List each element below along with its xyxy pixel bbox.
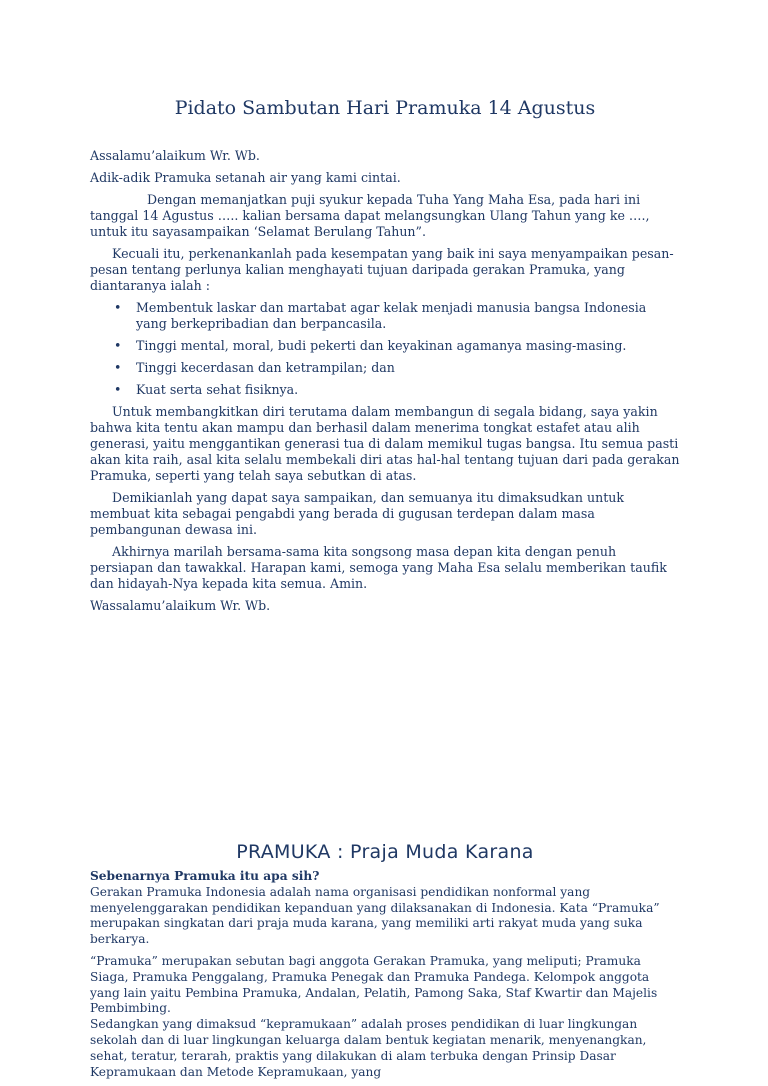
speech-paragraph-5: Akhirnya marilah bersama-sama kita songsong masa depan kita dengan penuh persiapan dan tawakkal. Harapan kami, semoga yang Maha Esa selalu memberikan taufik dan hidayah-Nya kepada kita semua. Amin. [90, 544, 667, 591]
list-item [90, 300, 680, 332]
list-item [90, 360, 680, 376]
article-question: Sebenarnya Pramuka itu apa sih? [90, 869, 320, 883]
speech-paragraph-1: Dengan memanjatkan puji syukur kepada Tuha Yang Maha Esa, pada hari ini tanggal 14 Agustus ….. kalian bersama dapat melangsungkan Ulang Tahun yang ke …., untuk itu sayasampaikan ‘Selamat Berulang Tahun”. [90, 192, 650, 239]
article-section [90, 838, 680, 1086]
speech-paragraph-4: Demikianlah yang dapat saya sampaikan, dan semuanya itu dimaksudkan untuk membuat kita sebagai pengabdi yang berada di gugusan terdepan dalam masa pembangunan dewasa ini. [90, 490, 625, 537]
speech-title: Pidato Sambutan Hari Pramuka 14 Agustus [174, 97, 596, 119]
list-item [90, 382, 680, 398]
bullet-icon: • [114, 300, 122, 315]
speech-greeting: Assalamu’alaikum Wr. Wb. [90, 148, 260, 163]
bullet-icon: • [114, 360, 122, 375]
list-item-text: Kuat serta sehat fisiknya. [136, 382, 299, 397]
speech-paragraph-2: Kecuali itu, perkenankanlah pada kesempatan yang baik ini saya menyampaikan pesan-pesan tentang perlunya kalian menghayati tujuan daripada gerakan Pramuka, yang diantaranya ialah : [90, 246, 674, 293]
article-paragraph-3: Sedangkan yang dimaksud “kepramukaan” adalah proses pendidikan di luar lingkungan sekolah dan di luar lingkungan keluarga dalam bentuk kegiatan menarik, menyenangkan, sehat, teratur, terarah, praktis yang dilakukan di alam terbuka dengan Prinsip Dasar Kepramukaan dan Metode Kepramukaan, yang [90, 1017, 647, 1079]
speech-paragraph-3: Untuk membangkitkan diri terutama dalam membangun di segala bidang, saya yakin bahwa kita tentu akan mampu dan berhasil dalam menerima tongkat estafet atau alih generasi, yaitu menggantikan generasi tua di dalam memikul tugas bangsa. Itu semua pasti akan kita raih, asal kita selalu membekali diri atas hal-hal tentang tujuan dari pada gerakan Pramuka, seperti yang telah saya sebutkan di atas. [90, 404, 680, 483]
bullet-icon: • [114, 382, 122, 397]
article-title: PRAMUKA : Praja Muda Karana [236, 841, 534, 863]
list-item-text: Membentuk laskar dan martabat agar kelak menjadi manusia bangsa Indonesia yang berkepribadian dan berpancasila. [136, 300, 647, 331]
speech-goal-list [90, 300, 680, 398]
list-item [90, 338, 680, 354]
list-item-text: Tinggi kecerdasan dan ketrampilan; dan [136, 360, 395, 375]
speech-closing: Wassalamu’alaikum Wr. Wb. [90, 598, 271, 613]
speech-address: Adik-adik Pramuka setanah air yang kami cintai. [90, 170, 401, 185]
bullet-icon: • [114, 338, 122, 353]
article-paragraph-1: Gerakan Pramuka Indonesia adalah nama organisasi pendidikan nonformal yang menyelenggarakan pendidikan kepanduan yang dilaksanakan di Indonesia. Kata “Pramuka” merupakan singkatan dari praja muda karana, yang memiliki arti rakyat muda yang suka berkarya. [90, 884, 660, 947]
speech-section [90, 95, 680, 620]
list-item-text: Tinggi mental, moral, budi pekerti dan keyakinan agamanya masing-masing. [136, 338, 627, 353]
article-paragraph-2: “Pramuka” merupakan sebutan bagi anggota Gerakan Pramuka, yang meliputi; Pramuka Siaga, Pramuka Penggalang, Pramuka Penegak dan Pramuka Pandega. Kelompok anggota yang lain yaitu Pembina Pramuka, Andalan, Pelatih, Pamong Saka, Staf Kwartir dan Majelis Pembimbing. [90, 953, 658, 1016]
